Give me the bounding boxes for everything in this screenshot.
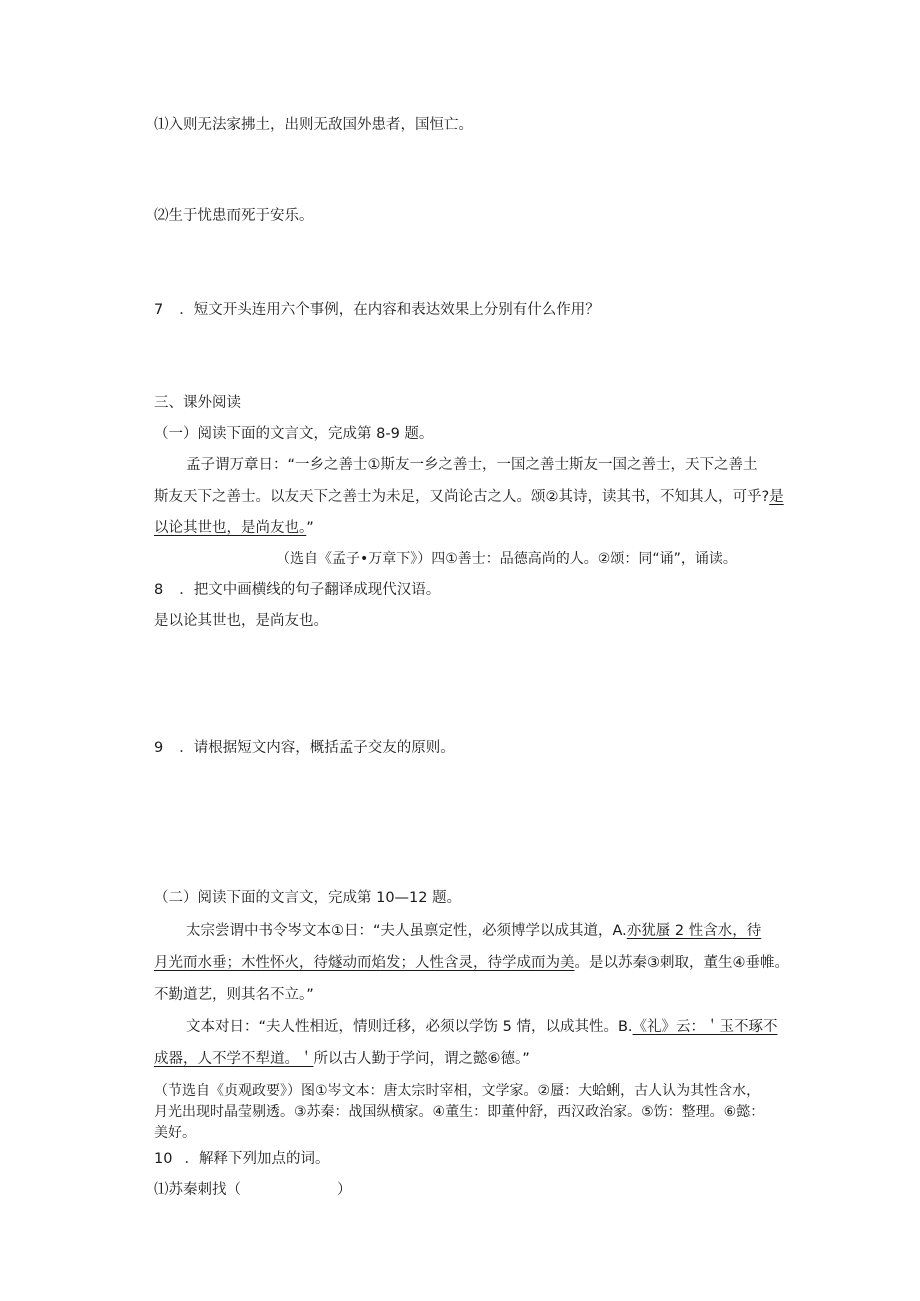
passage-text: 所以古人勤于学问，谓之懿⑥德。”	[313, 1051, 530, 1067]
question-text: ．把文中画横线的句子翻译成现代汉语。	[179, 582, 441, 598]
underlined-sentence: 成器，人不学不犁道。＇	[154, 1051, 314, 1067]
underlined-sentence: 以论其世也，是尚友也。	[154, 520, 307, 536]
passage-text: 太宗尝谓中书令岑文本①日：“夫人虽禀定性，必须博学以成其道，A.	[186, 923, 627, 939]
passage-2-note-line-1: （节选自《贞观政要》）图①岑文本：唐太宗时宰相，文学家。②蜃：大蛤蜊，古人认为其性含水，	[154, 1083, 761, 1099]
q6-item-2: ⑵生于忧患而死于安乐。	[154, 208, 314, 224]
item-close: ）	[337, 1182, 352, 1198]
part-2-heading: （二）阅读下面的文言文，完成第 10—12 题。	[154, 890, 462, 906]
passage-2-para-2-line-2	[154, 1049, 530, 1069]
question-number: 7	[154, 302, 164, 318]
question-10-item-1	[154, 1180, 352, 1200]
question-number: 8	[154, 582, 164, 598]
question-text: ．短文开头连用六个事例，在内容和表达效果上分别有什么作用？	[179, 302, 600, 318]
question-number: 10	[154, 1151, 173, 1167]
q6-item-1: ⑴入则无法家拂土，出则无敌国外患者，国恒亡。	[154, 117, 473, 133]
underlined-sentence: 亦犹蜃 2 性含水，待	[626, 923, 762, 939]
passage-text: 。是以苏秦③刺取，董生④垂帷。	[574, 955, 789, 971]
underlined-sentence: 是	[769, 489, 784, 505]
passage-text: 文本对日：“夫人性相近，情则迁移，必须以学饬 5 情，以成其性。B.	[186, 1019, 633, 1035]
underlined-sentence: 《礼》云：＇玉不琢不	[632, 1019, 778, 1035]
passage-1-line-3	[154, 518, 314, 538]
question-9	[154, 738, 455, 758]
part-1-heading: （一）阅读下面的文言文，完成第 8-9 题。	[154, 426, 434, 442]
passage-2-line-2	[154, 953, 789, 973]
passage-1-source-note: （选自《孟子•万章下》）四①善士：品德高尚的人。②颂：同“诵”，诵读。	[276, 551, 737, 567]
passage-2-line-1	[186, 921, 761, 941]
passage-1-line-1: 孟子谓万章日：“一乡之善士①斯友一乡之善士，一国之善士斯友一国之善士，天下之善土	[186, 457, 758, 473]
question-10	[154, 1149, 329, 1169]
underlined-sentence: 月光而水垂；木性怀火，待燧动而焰发；人性含灵，待学成而为美	[154, 955, 575, 971]
passage-2-line-3: 不勤道艺，则其名不立。”	[154, 987, 314, 1003]
passage-text: ”	[306, 520, 314, 536]
section-heading: 三、课外阅读	[154, 395, 241, 411]
question-number: 9	[154, 740, 164, 756]
passage-text: 斯友天下之善士。以友天下之善士为未足，又尚论古之人。颂②其诗，读其书，不知其人，可乎?	[154, 489, 770, 505]
question-8	[154, 580, 440, 600]
question-7	[154, 300, 600, 320]
question-8-sentence: 是以论其世也，是尚友也。	[154, 613, 328, 629]
passage-2-para-2-line-1	[186, 1017, 778, 1037]
passage-2-note-line-2: 月光出现时晶莹剔透。③苏秦：战国纵横家。④董生：即董仲舒，西汉政治家。⑤饬：整理。⑥懿：	[154, 1104, 765, 1120]
passage-2-note-line-3: 美好。	[154, 1125, 196, 1141]
question-text: ．解释下列加点的词。	[184, 1151, 330, 1167]
question-text: ．请根据短文内容，概括孟子交友的原则。	[179, 740, 455, 756]
item-label: ⑴苏秦刺找（	[154, 1182, 241, 1198]
passage-1-line-2	[154, 487, 784, 507]
